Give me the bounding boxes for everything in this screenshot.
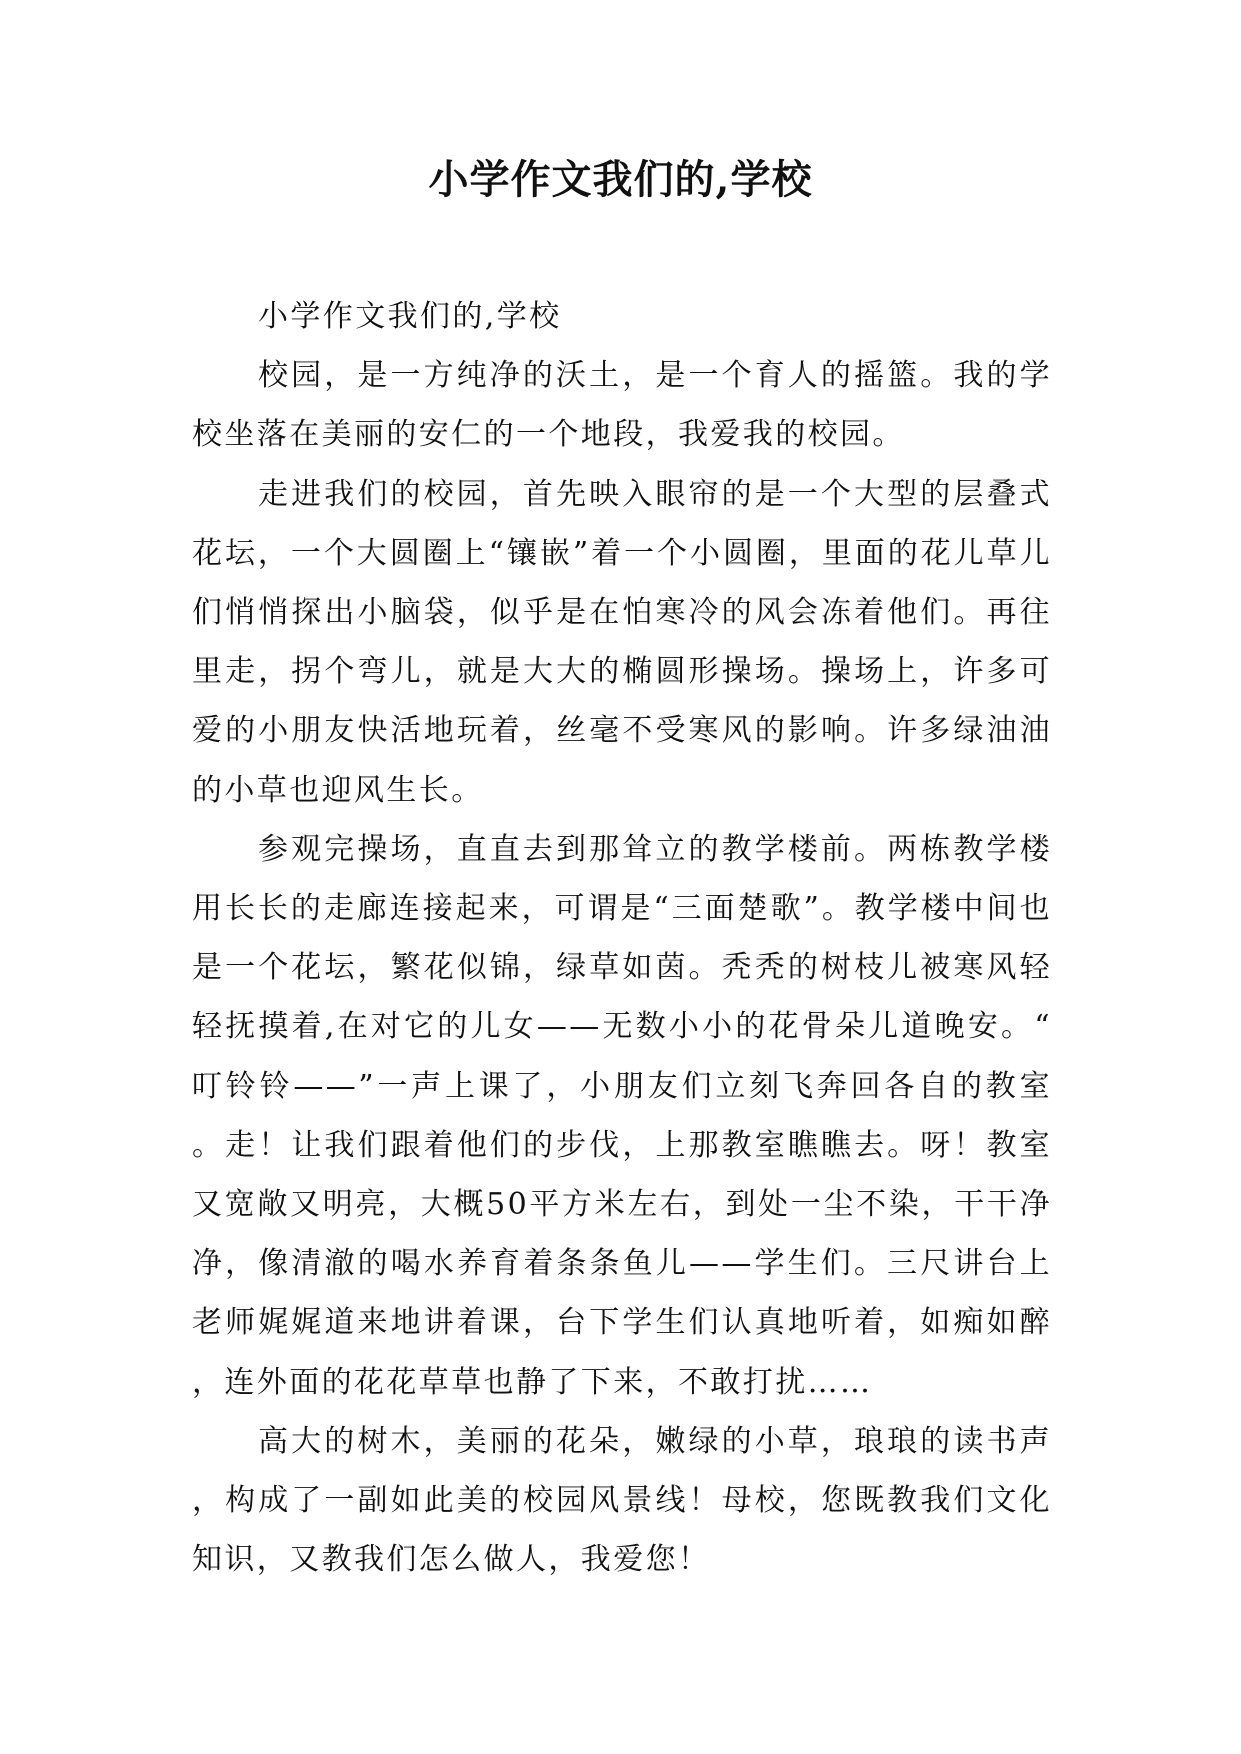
paragraph: 高大的树木，美丽的花朵，嫩绿的小草，琅琅的读书声，构成了一副如此美的校园风景线！母校，您既教我们文化知识，又教我们怎么做人，我爱您！ xyxy=(192,1423,1052,1578)
paragraph: 走进我们的校园，首先映入眼帘的是一个大型的层叠式花坛，一个大圆圈上“镶嵌”着一个小圆圈，里面的花儿草儿们悄悄探出小脑袋，似乎是在怕寒冷的风会冻着他们。再往里走，拐个弯儿，就是大大的椭圆形操场。操场上，许多可爱的小朋友快活地玩着，丝毫不受寒风的影响。许多绿油油的小草也迎风生长。 xyxy=(192,476,1052,808)
paragraph: 校园，是一方纯净的沃土，是一个育人的摇篮。我的学校坐落在美丽的安仁的一个地段，我爱我的校园。 xyxy=(192,358,1052,453)
paragraph-subtitle: 小学作文我们的,学校 xyxy=(258,299,562,334)
document-title: 小学作文我们的,学校 xyxy=(428,156,813,203)
document-body xyxy=(192,287,1052,1589)
paragraph: 参观完操场，直直去到那耸立的教学楼前。两栋教学楼用长长的走廊连接起来，可谓是“三面楚歌”。教学楼中间也是一个花坛，繁花似锦，绿草如茵。秃秃的树枝儿被寒风轻轻抚摸着,在对它的儿女——无数小小的花骨朵儿道晚安。“叮铃铃——”一声上课了，小朋友们立刻飞奔回各自的教室。走！让我们跟着他们的步伐，上那教室瞧瞧去。呀！教室又宽敞又明亮，大概50平方米左右，到处一尘不染，干干净净，像清澈的喝水养育着条条鱼儿——学生们。三尺讲台上老师娓娓道来地讲着课，台下学生们认真地听着，如痴如醉，连外面的花花草草也静了下来，不敢打扰…… xyxy=(192,831,1052,1400)
